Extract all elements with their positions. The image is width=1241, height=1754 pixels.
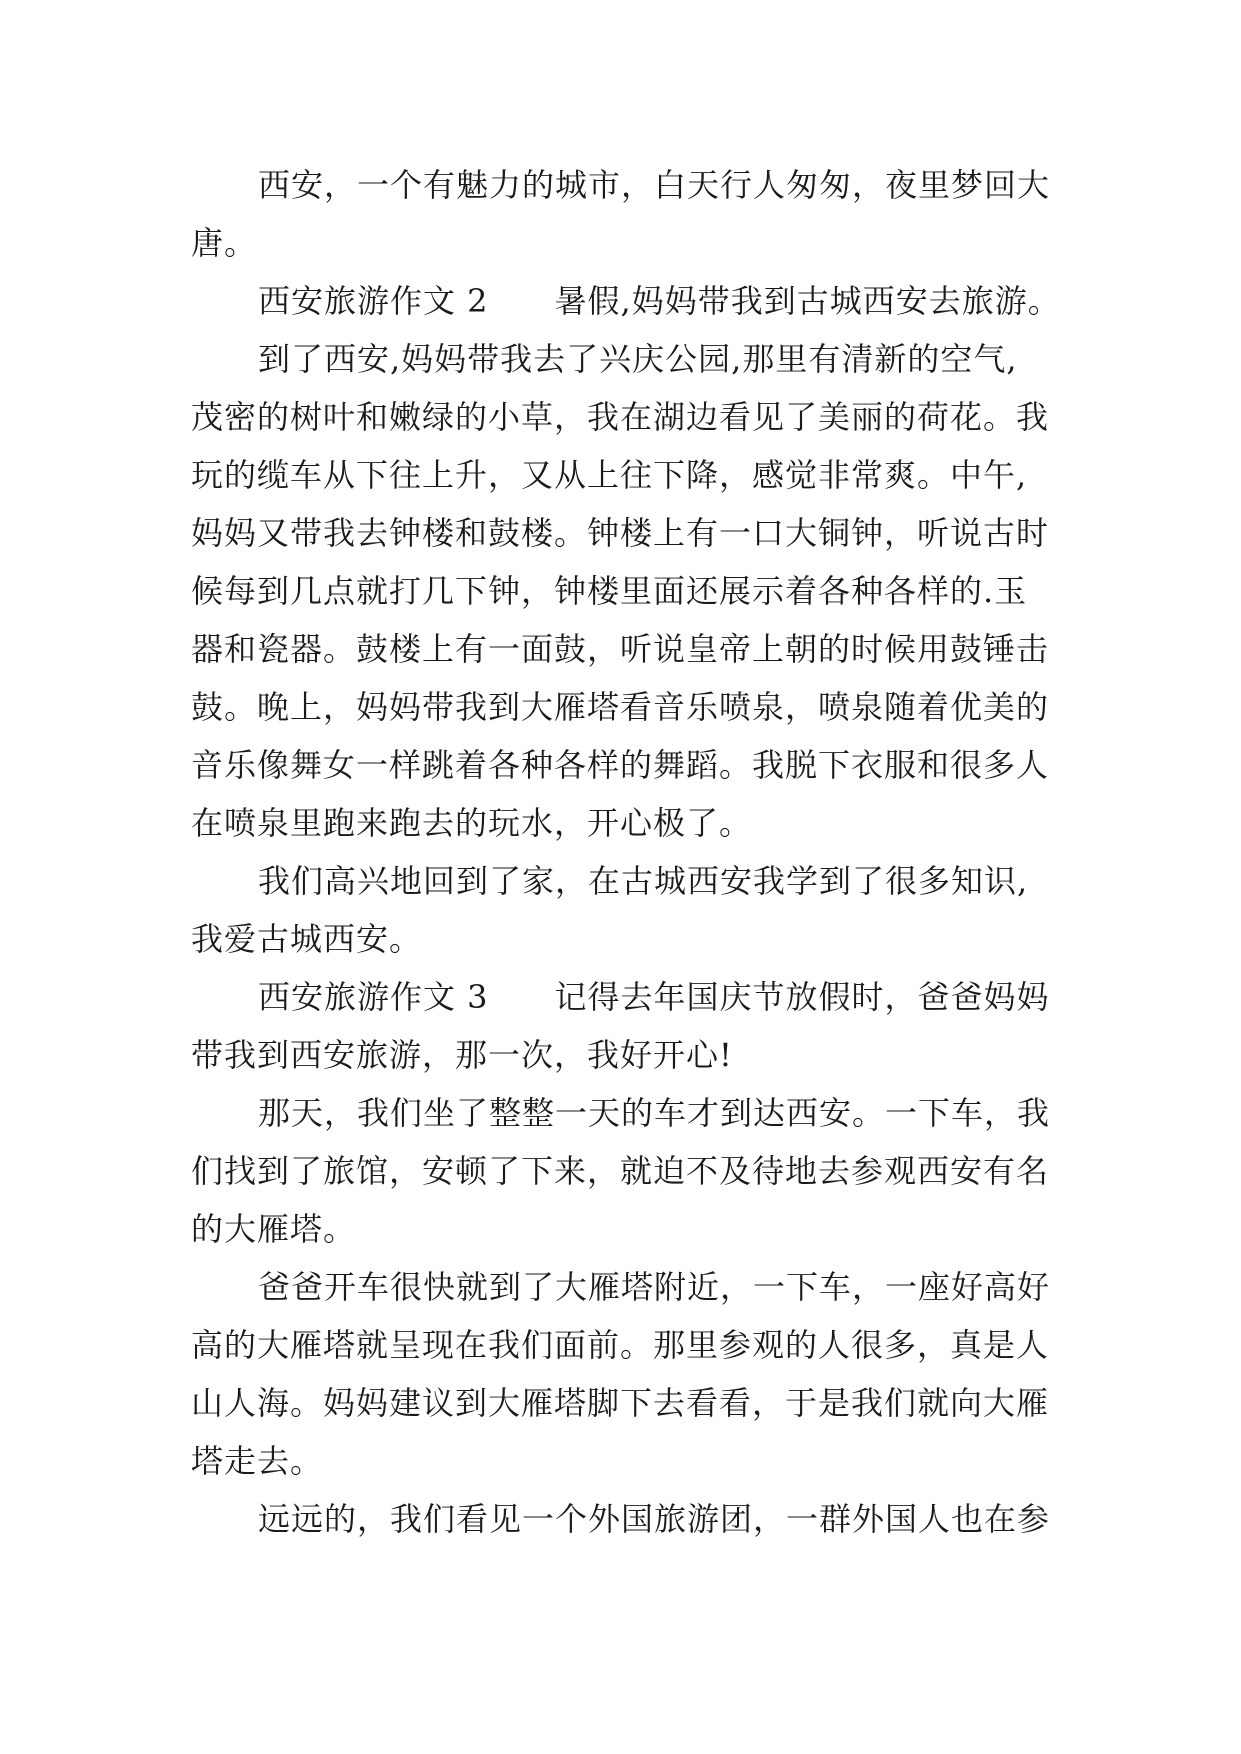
text-line: 们找到了旅馆，安顿了下来，就迫不及待地去参观西安有名 <box>191 1152 1050 1190</box>
text-line: 在喷泉里跑来跑去的玩水，开心极了。 <box>191 804 753 842</box>
text-line: 山人海。妈妈建议到大雁塔脚下去看看，于是我们就向大雁 <box>191 1384 1050 1422</box>
text-line: 到了西安,妈妈带我去了兴庆公园,那里有清新的空气, <box>258 340 1018 378</box>
text-line: 爸爸开车很快就到了大雁塔附近，一下车，一座好高好 <box>258 1268 1051 1306</box>
text-line: 塔走去。 <box>191 1442 324 1480</box>
text-line: 唐。 <box>191 224 258 262</box>
text-line: 我爱古城西安。 <box>191 920 423 958</box>
text-line: 玩的缆车从下往上升，又从上往下降，感觉非常爽。中午, <box>191 456 1028 494</box>
text-line: 远远的，我们看见一个外国旅游团，一群外国人也在参 <box>258 1500 1051 1538</box>
text-line: 西安旅游作文 2 暑假,妈妈带我到古城西安去旅游。 <box>258 282 1061 320</box>
text-line: 的大雁塔。 <box>191 1210 357 1248</box>
text-line: 音乐像舞女一样跳着各种各样的舞蹈。我脱下衣服和很多人 <box>191 746 1050 784</box>
text-line: 那天，我们坐了整整一天的车才到达西安。一下车，我 <box>258 1094 1051 1132</box>
text-line: 我们高兴地回到了家，在古城西安我学到了很多知识, <box>258 862 1029 900</box>
text-line: 茂密的树叶和嫩绿的小草，我在湖边看见了美丽的荷花。我 <box>191 398 1050 436</box>
text-line: 候每到几点就打几下钟，钟楼里面还展示着各种各样的.玉 <box>191 572 1028 610</box>
text-line: 高的大雁塔就呈现在我们面前。那里参观的人很多，真是人 <box>191 1326 1050 1364</box>
text-line: 带我到西安旅游，那一次，我好开心! <box>191 1036 733 1074</box>
text-line: 西安旅游作文 3 记得去年国庆节放假时，爸爸妈妈 <box>258 978 1050 1016</box>
text-line: 鼓。晚上，妈妈带我到大雁塔看音乐喷泉，喷泉随着优美的 <box>191 688 1050 726</box>
text-line: 西安，一个有魅力的城市，白天行人匆匆，夜里梦回大 <box>258 166 1051 204</box>
text-line: 妈妈又带我去钟楼和鼓楼。钟楼上有一口大铜钟，听说古时 <box>191 514 1050 552</box>
text-line: 器和瓷器。鼓楼上有一面鼓，听说皇帝上朝的时候用鼓锤击 <box>191 630 1050 668</box>
